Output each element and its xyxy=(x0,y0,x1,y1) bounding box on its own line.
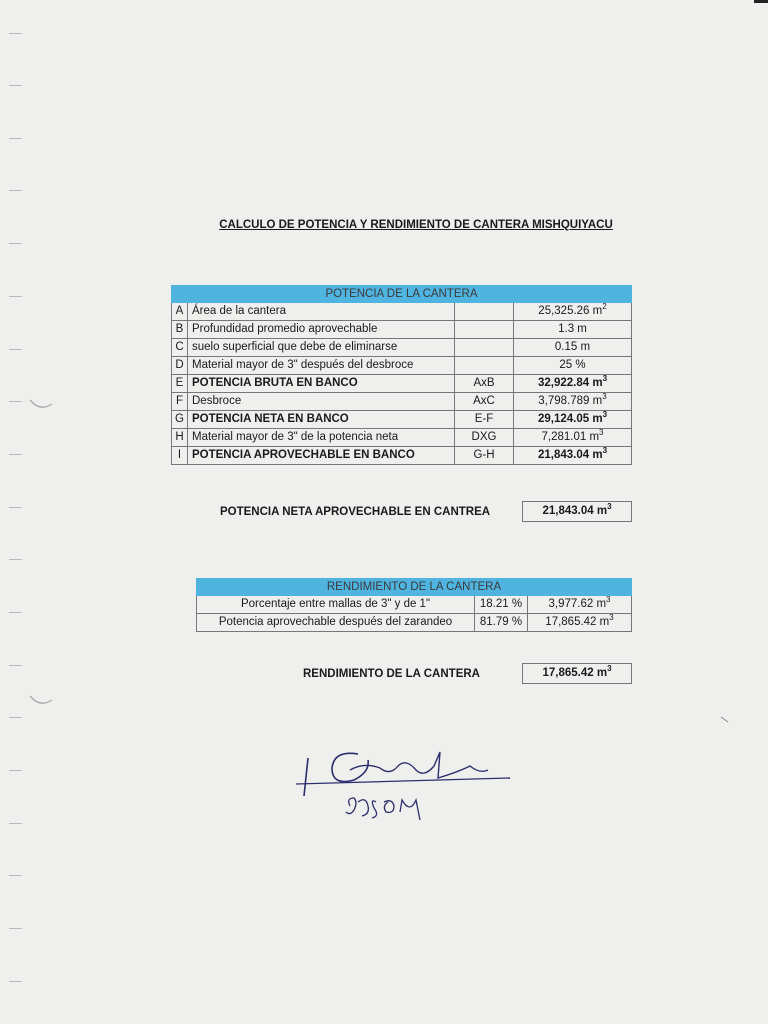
row-value: 17,865.42 m xyxy=(545,616,610,628)
margin-tick xyxy=(9,928,22,929)
row-value: 25 % xyxy=(559,359,586,371)
row-letter: E xyxy=(172,375,188,393)
row-description: Área de la cantera xyxy=(188,303,455,321)
row-value: 0.15 m xyxy=(554,341,591,353)
row-letter: F xyxy=(172,393,188,411)
row-letter: I xyxy=(172,447,188,465)
row-value-cell xyxy=(514,429,632,447)
row-letter: G xyxy=(172,411,188,429)
potencia-table xyxy=(171,285,632,465)
row-description: POTENCIA BRUTA EN BANCO xyxy=(188,375,455,393)
table-row xyxy=(197,596,632,614)
table-row xyxy=(172,357,632,375)
row-description: POTENCIA NETA EN BANCO xyxy=(188,411,455,429)
unit-exponent: 3 xyxy=(606,595,611,605)
binder-hole-mark xyxy=(28,398,54,412)
row-letter: A xyxy=(172,303,188,321)
unit-exponent: 3 xyxy=(609,613,614,623)
handwritten-signature xyxy=(288,736,518,826)
rendimiento-table xyxy=(196,578,632,632)
potencia-table-header: POTENCIA DE LA CANTERA xyxy=(172,286,632,303)
row-description: Desbroce xyxy=(188,393,455,411)
row-value: 3,977.62 m xyxy=(548,598,607,610)
row-value: 7,281.01 m xyxy=(541,431,600,443)
margin-tick xyxy=(9,875,22,876)
unit-exponent: 2 xyxy=(602,302,607,312)
row-letter: H xyxy=(172,429,188,447)
row-value-cell xyxy=(514,321,632,339)
margin-tick xyxy=(9,138,22,139)
table-row xyxy=(197,614,632,632)
margin-tick xyxy=(9,770,22,771)
row-formula: E-F xyxy=(455,411,514,429)
row-description: Material mayor de 3" después del desbroce xyxy=(188,357,455,375)
potencia-neta-value-box xyxy=(522,501,632,522)
row-value: 21,843.04 m xyxy=(537,449,603,461)
table-row xyxy=(172,375,632,393)
unit-exponent: 3 xyxy=(607,502,612,512)
margin-tick xyxy=(9,33,22,34)
row-percentage: 81.79 % xyxy=(475,614,528,632)
row-formula: AxC xyxy=(455,393,514,411)
unit-exponent: 3 xyxy=(607,664,612,674)
row-description: Porcentaje entre mallas de 3" y de 1" xyxy=(197,596,475,614)
scan-speck xyxy=(720,716,730,724)
row-letter: C xyxy=(172,339,188,357)
potencia-neta-value: 21,843.04 m xyxy=(542,505,608,517)
binder-hole-mark xyxy=(28,694,54,708)
margin-tick xyxy=(9,349,22,350)
row-value-cell xyxy=(528,596,632,614)
margin-tick xyxy=(9,981,22,982)
row-formula xyxy=(455,303,514,321)
row-description: suelo superficial que debe de eliminarse xyxy=(188,339,455,357)
rendimiento-table-body xyxy=(197,596,632,632)
rendimiento-value-box xyxy=(522,663,632,684)
potencia-neta-label: POTENCIA NETA APROVECHABLE EN CANTREA xyxy=(220,506,491,518)
row-value-cell xyxy=(514,375,632,393)
row-formula: DXG xyxy=(455,429,514,447)
row-value-cell xyxy=(514,411,632,429)
row-value: 29,124.05 m xyxy=(537,413,603,425)
margin-tick xyxy=(9,559,22,560)
rendimiento-table-header-row xyxy=(197,579,632,596)
row-description: Material mayor de 3" de la potencia neta xyxy=(188,429,455,447)
table-row xyxy=(172,447,632,465)
row-description: POTENCIA APROVECHABLE EN BANCO xyxy=(188,447,455,465)
rendimiento-label: RENDIMIENTO DE LA CANTERA xyxy=(303,668,480,680)
row-value-cell xyxy=(514,393,632,411)
row-value: 32,922.84 m xyxy=(537,377,603,389)
margin-tick xyxy=(9,243,22,244)
row-value-cell xyxy=(528,614,632,632)
row-formula: G-H xyxy=(455,447,514,465)
margin-tick xyxy=(9,823,22,824)
table-row xyxy=(172,339,632,357)
margin-tick xyxy=(9,401,22,402)
potencia-table-header-row xyxy=(172,286,632,303)
row-formula xyxy=(455,357,514,375)
row-description: Potencia aprovechable después del zarandeo xyxy=(197,614,475,632)
row-value: 1.3 m xyxy=(558,323,587,335)
row-value-cell xyxy=(514,339,632,357)
margin-tick xyxy=(9,507,22,508)
unit-exponent: 3 xyxy=(599,428,604,438)
table-row xyxy=(172,429,632,447)
margin-tick xyxy=(9,85,22,86)
row-formula xyxy=(455,339,514,357)
row-value: 3,798.789 m xyxy=(538,395,603,407)
margin-tick xyxy=(9,612,22,613)
row-formula xyxy=(455,321,514,339)
unit-exponent: 3 xyxy=(602,374,608,384)
margin-tick xyxy=(9,717,22,718)
table-row xyxy=(172,411,632,429)
margin-tick xyxy=(9,296,22,297)
row-value-cell xyxy=(514,447,632,465)
scan-corner-mark xyxy=(754,0,768,3)
unit-exponent: 3 xyxy=(602,410,608,420)
row-description: Profundidad promedio aprovechable xyxy=(188,321,455,339)
margin-tick xyxy=(9,665,22,666)
unit-exponent: 3 xyxy=(602,446,608,456)
unit-exponent: 3 xyxy=(602,392,607,402)
margin-tick xyxy=(9,190,22,191)
row-formula: AxB xyxy=(455,375,514,393)
row-letter: B xyxy=(172,321,188,339)
row-letter: D xyxy=(172,357,188,375)
row-value-cell xyxy=(514,357,632,375)
rendimiento-value: 17,865.42 m xyxy=(542,667,608,679)
document-title: CALCULO DE POTENCIA Y RENDIMIENTO DE CANTERA MISHQUIYACU xyxy=(219,219,613,231)
table-row xyxy=(172,303,632,321)
rendimiento-table-header: RENDIMIENTO DE LA CANTERA xyxy=(197,579,632,596)
table-row xyxy=(172,393,632,411)
margin-tick xyxy=(9,454,22,455)
potencia-table-body xyxy=(172,303,632,465)
row-value-cell xyxy=(514,303,632,321)
row-percentage: 18.21 % xyxy=(475,596,528,614)
row-value: 25,325.26 m xyxy=(538,305,603,317)
table-row xyxy=(172,321,632,339)
